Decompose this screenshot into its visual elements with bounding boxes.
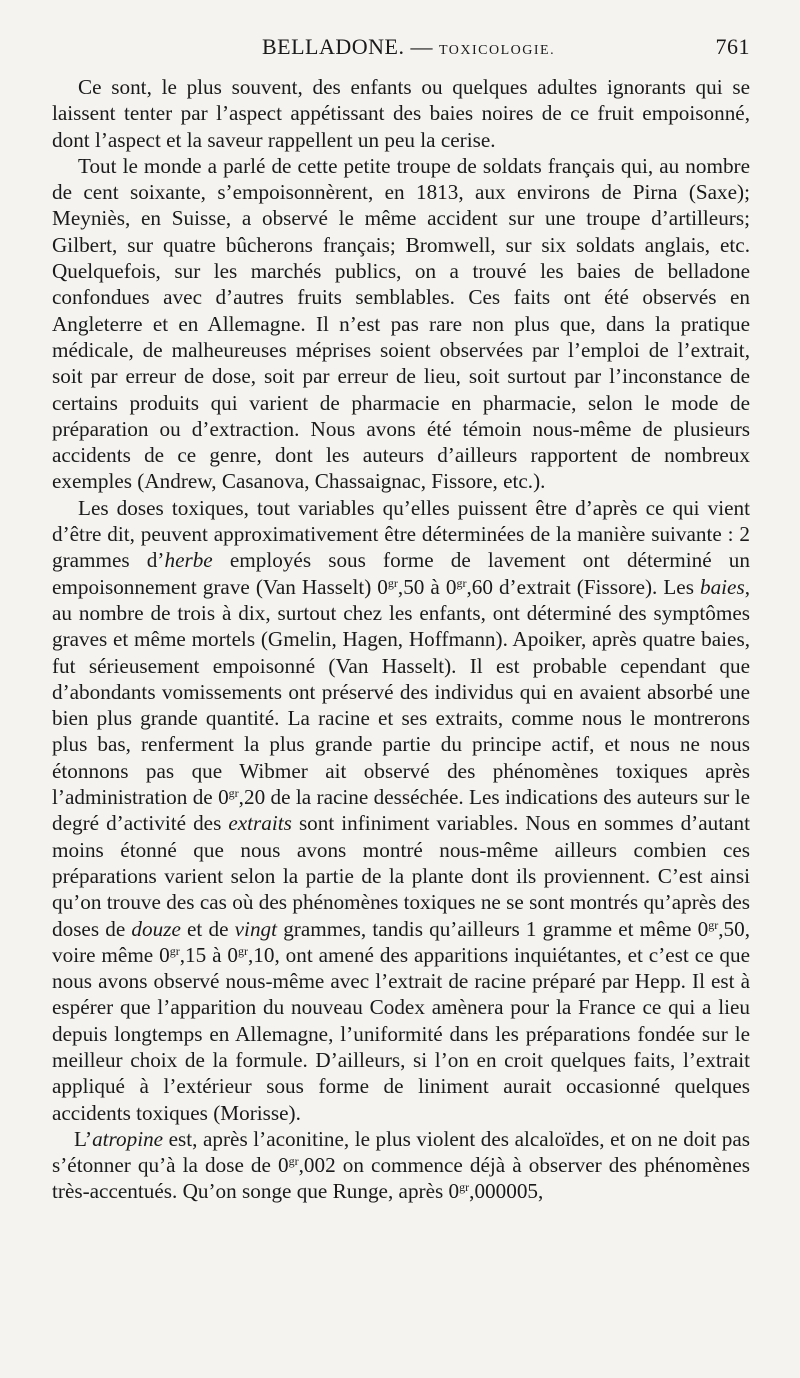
unit-superscript: gr [387,575,398,590]
text-run: ,50 à 0 [397,574,457,599]
paragraph [52,153,750,495]
text-run: ,10, ont amené des apparitions inquiétantes, et c’est ce que nous avons observé nous-même avec l’extrait de racine préparé par Hepp. Il est à espérer que l’apparition du nouveau Codex amènera pour la France ce qui a lieu depuis longtemps en Allemagne, l’uniformité dans les préparations fondée sur le meilleur choix de la formule. D’ailleurs, si l’on en croit quelques faits, l’extrait appliqué à l’extérieur sous forme de liniment aurait occasionné quelques accidents toxiques (Morisse). [52,942,751,1125]
italic-term: vingt [234,916,278,941]
text-run: ,15 à 0 [179,942,238,967]
text-run: ,002 on commence déjà à observer des phénomènes très-accentués. Qu’on songe que Runge, après 0 [52,1153,750,1204]
text-run: employés sous forme de lavement ont déterminé un empoisonnement grave (Van Hasselt) 0 [52,548,750,599]
body-text [52,74,750,1205]
italic-term: extraits [228,811,292,836]
paragraph [52,74,750,153]
italic-term: baies [699,574,745,599]
unit-superscript: gr [456,575,467,590]
section-title: TOXICOLOGIE. [438,43,556,58]
text-run: ,60 d’extrait (Fissore). Les [466,574,700,599]
chapter-title: BELLADONE. [262,34,405,59]
title-dash: — [410,34,433,59]
italic-term: herbe [164,548,213,573]
text-run: Les doses toxiques, tout variables qu’elles puissent être d’après ce qui vient d’être dit, peuvent approximativement être déterminées de la manière suivante : 2 grammes d’ [52,495,750,573]
unit-superscript: gr [708,917,719,932]
text-run: ,50, voire même 0 [52,916,750,967]
running-head [52,34,750,68]
italic-term: douze [131,916,181,941]
text-run: L’ [74,1126,93,1151]
text-run: ,20 de la racine desséchée. Les indications des auteurs sur le degré d’activité des [52,785,750,836]
paragraph [52,1126,750,1205]
unit-superscript: gr [169,943,180,958]
italic-term: atropine [92,1126,164,1151]
text-run: ,000005, [469,1179,544,1204]
text-run: et de [180,916,235,941]
unit-superscript: gr [228,786,239,801]
unit-superscript: gr [459,1180,470,1195]
page-number: 761 [715,34,750,59]
text-run: sont infiniment variables. Nous en sommes d’autant moins étonné que nous avons montré nous-même ailleurs combien ces préparations varient selon la partie de la plante dont ils proviennent. C’est ainsi qu’on trouve des cas où des phénomènes toxiques ne se sont montrés qu’après des doses de [52,811,750,941]
text-run: Ce sont, le plus souvent, des enfants ou quelques adultes ignorants qui se laissent tenter par l’aspect appétissant des baies noires de ce fruit empoisonné, dont l’aspect et la saveur rappellent un peu la cerise. [52,75,750,152]
unit-superscript: gr [288,1154,299,1169]
paragraph [52,495,750,1126]
unit-superscript: gr [238,943,248,958]
running-head-title [262,34,555,60]
text-run: grammes, tandis qu’ailleurs 1 gramme et même 0 [277,916,709,941]
text-run: , au nombre de trois à dix, surtout chez les enfants, ont déterminé des symptômes graves et même mortels (Gmelin, Hagen, Hoffmann). Apoiker, après quatre baies, fut sérieusement empoisonné (Van Hasselt). Il est probable cependant que d’abondants vomissements ont préservé des individus qui en avaient absorbé une bien plus grande quantité. La racine et ses extraits, comme nous le montrerons plus bas, renferment la plus grande partie du principe actif, et nous ne nous étonnons pas que Wibmer ait observé des phénomènes toxiques après l’administration de 0 [52,574,751,810]
text-run: Tout le monde a parlé de cette petite troupe de soldats français qui, au nombre de cent soixante, s’empoisonnèrent, en 1813, aux environs de Pirna (Saxe); Meyniès, en Suisse, a observé le même accident sur une troupe d’artilleurs; Gilbert, sur quatre bûcherons français; Bromwell, sur six soldats anglais, etc. Quelquefois, sur les marchés publics, on a trouvé les baies de belladone confondues avec d’autres fruits semblables. Ces faits ont été observés en Angleterre et en Allemagne. Il n’est pas rare non plus que, dans la pratique médicale, de malheureuses méprises soient observées par l’emploi de l’extrait, soit par erreur de dose, soit par erreur de lieu, soit surtout par l’inconstance de certains produits qui varient de pharmacie en pharmacie, selon le mode de préparation ou d’extraction. Nous avons été témoin nous-même de plusieurs accidents de ce genre, dont les auteurs d’ailleurs rapportent de nombreux exemples (Andrew, Casanova, Chassaignac, Fissore, etc.). [52,153,750,494]
text-run: est, après l’aconitine, le plus violent des alcaloïdes, et on ne doit pas s’étonner qu’à la dose de 0 [52,1126,750,1178]
